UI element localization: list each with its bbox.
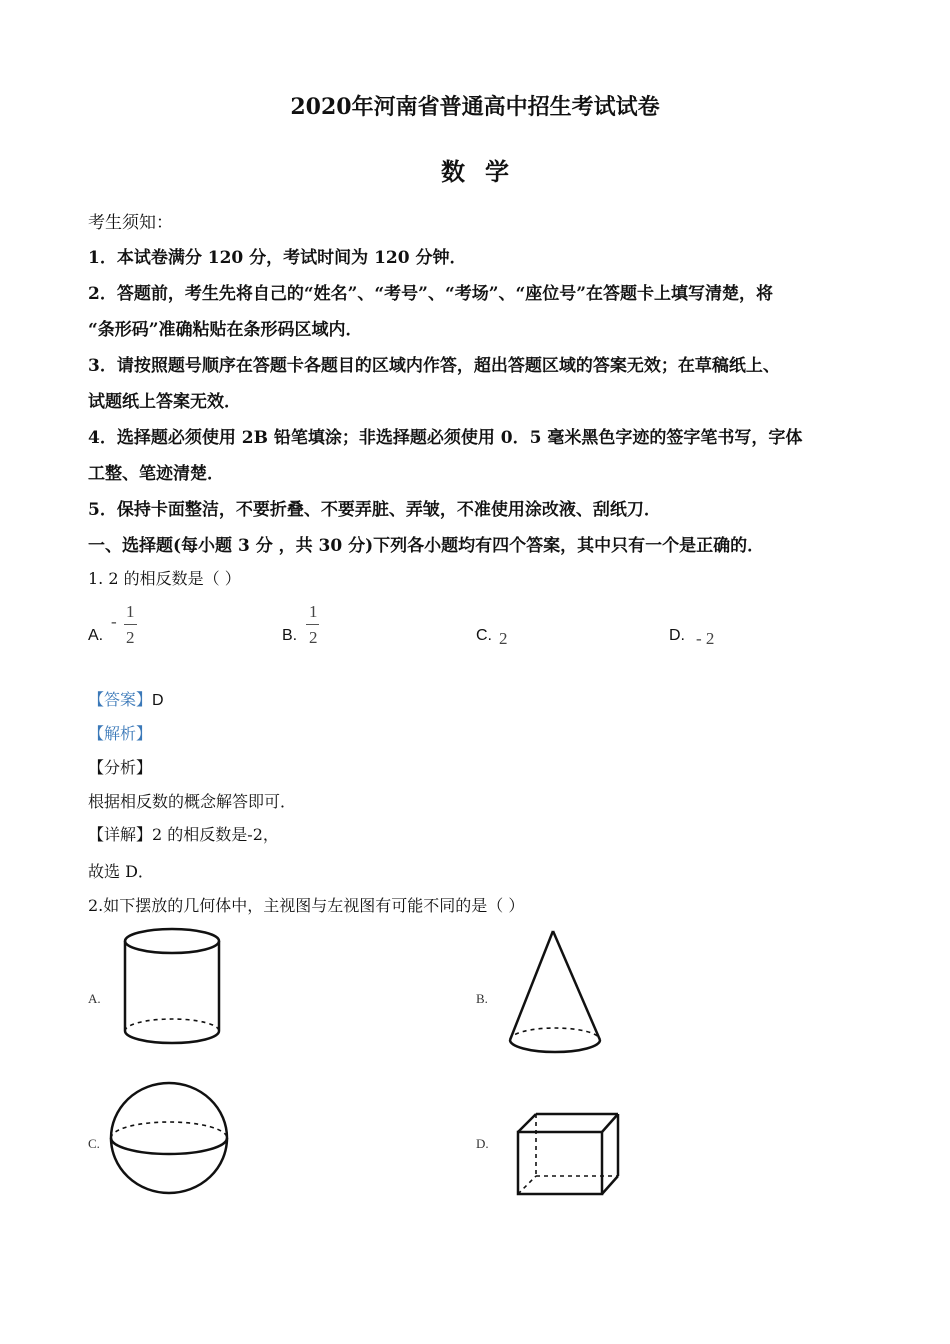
notice-line-4: 3．请按照题号顺序在答题卡各题目的区域内作答，超出答题区域的答案无效；在草稿纸上、	[88, 356, 780, 376]
question-2-stem: 2.如下摆放的几何体中，主视图与左视图有可能不同的是（ ）	[88, 896, 525, 915]
q1-option-b-denominator: 2	[309, 628, 318, 647]
notice-line-1: 1．本试卷满分 120 分，考试时间为 120 分钟．	[88, 248, 467, 268]
exam-title: 2020年河南省普通高中招生考试试卷	[290, 94, 660, 120]
q2-option-b-label: B.	[476, 991, 488, 1006]
q2-option-c-label: C.	[88, 1136, 100, 1151]
q1-conclusion: 故选 D．	[88, 862, 154, 881]
q1-option-d-label: D.	[669, 627, 685, 644]
q1-option-b-label: B.	[282, 627, 298, 644]
q1-option-a-fraction-bar	[124, 624, 137, 625]
fenxi-tag: 【分析】	[88, 758, 153, 777]
cylinder-icon	[118, 924, 228, 1052]
q1-option-a-numerator: 1	[126, 602, 135, 621]
analysis-tag: 【解析】	[88, 724, 153, 743]
notice-line-6: 4．选择题必须使用 2B 铅笔填涂；非选择题必须使用 0．5 毫米黑色字迹的签字笔书写，字体	[88, 428, 803, 448]
q1-answer-line	[88, 687, 164, 710]
sphere-icon	[108, 1081, 232, 1199]
notice-line-8: 5．保持卡面整洁，不要折叠、不要弄脏、弄皱，不准使用涂改液、刮纸刀．	[88, 500, 661, 520]
notice-line-3: “条形码”准确粘贴在条形码区域内．	[88, 320, 363, 340]
q1-option-d-value: - 2	[696, 629, 715, 648]
q1-option-a-denominator: 2	[126, 628, 135, 647]
cuboid-icon	[512, 1110, 622, 1200]
detail-line	[88, 822, 279, 845]
cone-icon	[505, 928, 605, 1058]
question-1-stem: 1. 2 的相反数是（ ）	[88, 569, 241, 588]
detail-text: 2 的相反数是-2，	[152, 825, 279, 844]
q2-option-a-label: A.	[88, 991, 101, 1006]
q2-option-d-label: D.	[476, 1136, 489, 1151]
q1-option-c-label: C.	[476, 627, 492, 644]
detail-tag: 【详解】	[88, 825, 153, 844]
q1-option-a-label: A.	[88, 627, 104, 644]
notice-line-2: 2．答题前，考生先将自己的“姓名”、“考号”、“考场”、“座位号”在答题卡上填写清楚，将	[88, 284, 774, 304]
answer-value: D	[152, 692, 164, 709]
q1-option-a-sign: -	[111, 612, 117, 631]
exam-subject: 数学	[441, 157, 529, 186]
section-heading: 一、选择题(每小题 3 分 ，共 30 分)下列各小题均有四个答案，其中只有一个是正确的．	[88, 536, 765, 556]
notice-heading: 考生须知：	[88, 213, 173, 233]
q1-option-b-fraction-bar	[306, 624, 319, 625]
fenxi-text: 根据相反数的概念解答即可．	[88, 792, 297, 811]
q1-option-c-value: 2	[499, 629, 508, 648]
q1-option-b-numerator: 1	[309, 602, 318, 621]
notice-line-5: 试题纸上答案无效．	[88, 392, 241, 412]
notice-line-7: 工整、笔迹清楚．	[88, 464, 224, 484]
answer-tag: 【答案】	[88, 690, 153, 709]
